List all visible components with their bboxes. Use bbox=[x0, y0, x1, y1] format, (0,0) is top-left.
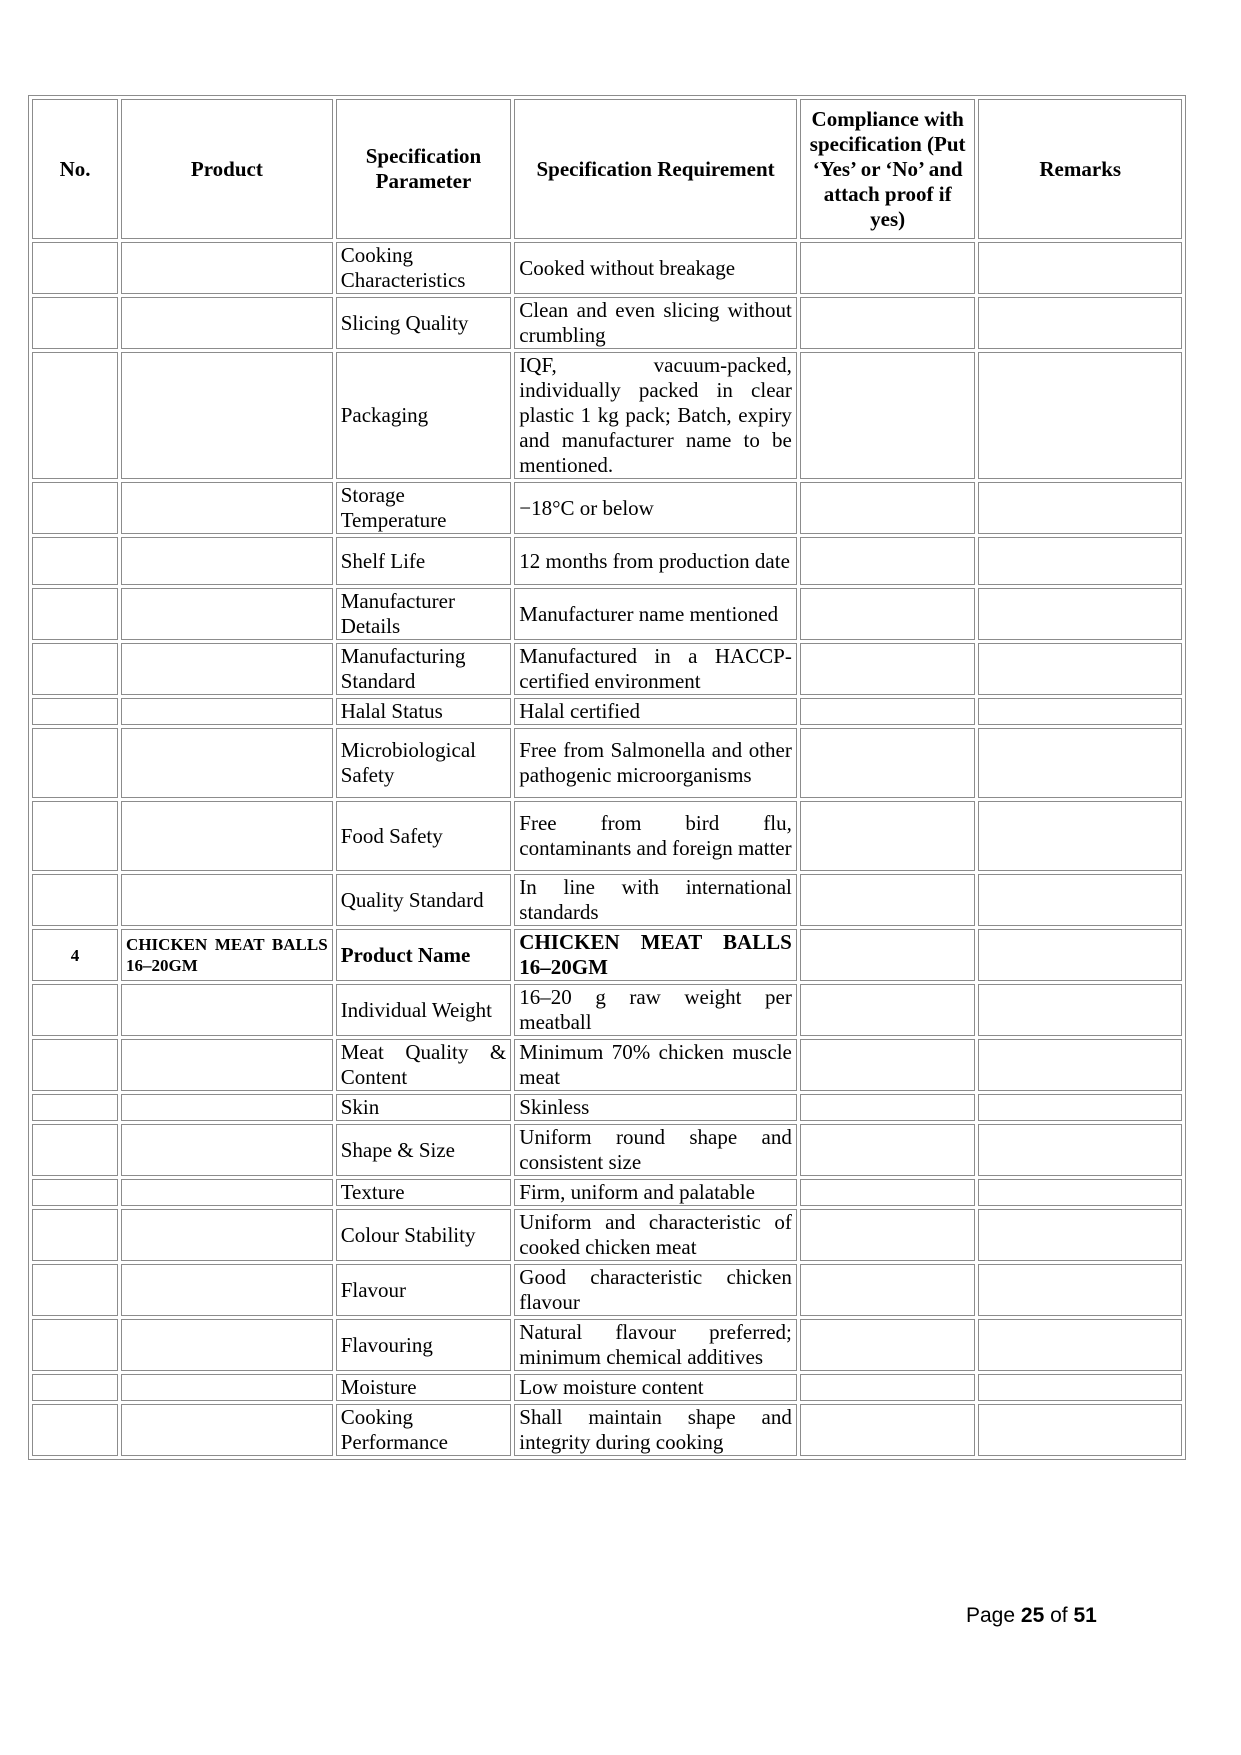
remarks-cell[interactable] bbox=[978, 1319, 1182, 1371]
row-requirement: CHICKEN MEAT BALLS 16–20GM bbox=[514, 929, 797, 981]
remarks-cell[interactable] bbox=[978, 482, 1182, 534]
row-product bbox=[121, 242, 333, 294]
row-requirement: Uniform and characteristic of cooked chicken meat bbox=[514, 1209, 797, 1261]
remarks-cell[interactable] bbox=[978, 1374, 1182, 1401]
row-product bbox=[121, 297, 333, 349]
compliance-cell[interactable] bbox=[800, 1179, 976, 1206]
compliance-cell[interactable] bbox=[800, 801, 976, 871]
row-requirement: In line with international standards bbox=[514, 874, 797, 926]
table-row bbox=[32, 1374, 1182, 1401]
row-no bbox=[32, 1124, 118, 1176]
remarks-cell[interactable] bbox=[978, 1264, 1182, 1316]
compliance-cell[interactable] bbox=[800, 297, 976, 349]
row-parameter: Skin bbox=[336, 1094, 512, 1121]
remarks-cell[interactable] bbox=[978, 643, 1182, 695]
row-product bbox=[121, 1264, 333, 1316]
row-parameter: Individual Weight bbox=[336, 984, 512, 1036]
remarks-cell[interactable] bbox=[978, 297, 1182, 349]
row-no bbox=[32, 1209, 118, 1261]
row-no bbox=[32, 588, 118, 640]
remarks-cell[interactable] bbox=[978, 984, 1182, 1036]
header-remarks: Remarks bbox=[978, 99, 1182, 239]
row-parameter: Flavouring bbox=[336, 1319, 512, 1371]
table-row bbox=[32, 1179, 1182, 1206]
table-row bbox=[32, 984, 1182, 1036]
page-label: Page bbox=[966, 1604, 1016, 1627]
compliance-cell[interactable] bbox=[800, 352, 976, 479]
row-parameter: Storage Temperature bbox=[336, 482, 512, 534]
row-no bbox=[32, 242, 118, 294]
row-requirement: Skinless bbox=[514, 1094, 797, 1121]
row-requirement: Halal certified bbox=[514, 698, 797, 725]
row-no bbox=[32, 352, 118, 479]
row-product bbox=[121, 1374, 333, 1401]
row-no bbox=[32, 728, 118, 798]
table-row bbox=[32, 242, 1182, 294]
row-no bbox=[32, 537, 118, 585]
header-compliance: Compliance with specification (Put ‘Yes’ or ‘No’ and attach proof if yes) bbox=[800, 99, 976, 239]
remarks-cell[interactable] bbox=[978, 1404, 1182, 1456]
row-no: 4 bbox=[32, 929, 118, 981]
table-row bbox=[32, 728, 1182, 798]
compliance-cell[interactable] bbox=[800, 588, 976, 640]
row-product bbox=[121, 698, 333, 725]
compliance-cell[interactable] bbox=[800, 1039, 976, 1091]
row-product bbox=[121, 984, 333, 1036]
row-parameter: Slicing Quality bbox=[336, 297, 512, 349]
table-row bbox=[32, 537, 1182, 585]
row-no bbox=[32, 297, 118, 349]
remarks-cell[interactable] bbox=[978, 588, 1182, 640]
compliance-cell[interactable] bbox=[800, 1094, 976, 1121]
remarks-cell[interactable] bbox=[978, 1039, 1182, 1091]
table-row bbox=[32, 1404, 1182, 1456]
header-requirement: Specification Requirement bbox=[514, 99, 797, 239]
remarks-cell[interactable] bbox=[978, 801, 1182, 871]
row-product bbox=[121, 728, 333, 798]
row-product bbox=[121, 1039, 333, 1091]
row-parameter: Meat Quality & Content bbox=[336, 1039, 512, 1091]
remarks-cell[interactable] bbox=[978, 728, 1182, 798]
row-product bbox=[121, 1094, 333, 1121]
row-requirement: Minimum 70% chicken muscle meat bbox=[514, 1039, 797, 1091]
row-no bbox=[32, 1319, 118, 1371]
compliance-cell[interactable] bbox=[800, 1319, 976, 1371]
table-header-row bbox=[32, 99, 1182, 239]
row-requirement: Free from Salmonella and other pathogenic microorganisms bbox=[514, 728, 797, 798]
row-no bbox=[32, 698, 118, 725]
header-product: Product bbox=[121, 99, 333, 239]
row-parameter: Manufacturer Details bbox=[336, 588, 512, 640]
page-number bbox=[966, 1604, 1097, 1628]
compliance-cell[interactable] bbox=[800, 1264, 976, 1316]
table-row bbox=[32, 1124, 1182, 1176]
table-row bbox=[32, 1094, 1182, 1121]
table-row bbox=[32, 1039, 1182, 1091]
row-no bbox=[32, 1374, 118, 1401]
specification-document bbox=[28, 95, 1186, 1460]
table-row bbox=[32, 874, 1182, 926]
remarks-cell[interactable] bbox=[978, 537, 1182, 585]
table-row bbox=[32, 588, 1182, 640]
row-no bbox=[32, 643, 118, 695]
row-requirement: IQF, vacuum-packed, individually packed in clear plastic 1 kg pack; Batch, expiry and manufacturer name to be mentioned. bbox=[514, 352, 797, 479]
remarks-cell[interactable] bbox=[978, 1124, 1182, 1176]
table-row bbox=[32, 1264, 1182, 1316]
row-requirement: Shall maintain shape and integrity during cooking bbox=[514, 1404, 797, 1456]
table-row bbox=[32, 643, 1182, 695]
remarks-cell[interactable] bbox=[978, 1094, 1182, 1121]
row-product: CHICKEN MEAT BALLS 16–20GM bbox=[121, 929, 333, 981]
compliance-cell[interactable] bbox=[800, 984, 976, 1036]
row-no bbox=[32, 984, 118, 1036]
row-no bbox=[32, 1404, 118, 1456]
row-parameter: Cooking Performance bbox=[336, 1404, 512, 1456]
row-no bbox=[32, 1179, 118, 1206]
compliance-cell[interactable] bbox=[800, 1404, 976, 1456]
row-parameter: Flavour bbox=[336, 1264, 512, 1316]
row-no bbox=[32, 1094, 118, 1121]
table-row bbox=[32, 482, 1182, 534]
row-parameter: Packaging bbox=[336, 352, 512, 479]
table-row bbox=[32, 1319, 1182, 1371]
remarks-cell[interactable] bbox=[978, 874, 1182, 926]
row-requirement: Cooked without breakage bbox=[514, 242, 797, 294]
row-parameter: Moisture bbox=[336, 1374, 512, 1401]
row-product bbox=[121, 1124, 333, 1176]
compliance-cell[interactable] bbox=[800, 728, 976, 798]
row-product bbox=[121, 1179, 333, 1206]
remarks-cell[interactable] bbox=[978, 352, 1182, 479]
row-product bbox=[121, 1319, 333, 1371]
row-no bbox=[32, 1264, 118, 1316]
compliance-cell[interactable] bbox=[800, 698, 976, 725]
table-row bbox=[32, 698, 1182, 725]
row-requirement: Firm, uniform and palatable bbox=[514, 1179, 797, 1206]
row-parameter: Halal Status bbox=[336, 698, 512, 725]
row-product bbox=[121, 801, 333, 871]
table-row bbox=[32, 929, 1182, 981]
row-parameter: Shape & Size bbox=[336, 1124, 512, 1176]
page-total: 51 bbox=[1073, 1604, 1097, 1627]
row-requirement: 16–20 g raw weight per meatball bbox=[514, 984, 797, 1036]
compliance-cell[interactable] bbox=[800, 1124, 976, 1176]
row-parameter: Quality Standard bbox=[336, 874, 512, 926]
compliance-cell[interactable] bbox=[800, 929, 976, 981]
row-requirement: 12 months from production date bbox=[514, 537, 797, 585]
row-product bbox=[121, 352, 333, 479]
row-product bbox=[121, 643, 333, 695]
remarks-cell[interactable] bbox=[978, 929, 1182, 981]
row-no bbox=[32, 1039, 118, 1091]
table-row bbox=[32, 1209, 1182, 1261]
remarks-cell[interactable] bbox=[978, 1179, 1182, 1206]
row-no bbox=[32, 874, 118, 926]
compliance-cell[interactable] bbox=[800, 643, 976, 695]
row-no bbox=[32, 482, 118, 534]
compliance-cell[interactable] bbox=[800, 1374, 976, 1401]
row-requirement: Low moisture content bbox=[514, 1374, 797, 1401]
row-product bbox=[121, 482, 333, 534]
row-requirement: Good characteristic chicken flavour bbox=[514, 1264, 797, 1316]
table-row bbox=[32, 297, 1182, 349]
page-of-label: of bbox=[1050, 1604, 1068, 1627]
compliance-cell[interactable] bbox=[800, 1209, 976, 1261]
row-parameter: Manufacturing Standard bbox=[336, 643, 512, 695]
remarks-cell[interactable] bbox=[978, 698, 1182, 725]
header-parameter: Specification Parameter bbox=[336, 99, 512, 239]
row-product bbox=[121, 1404, 333, 1456]
header-no: No. bbox=[32, 99, 118, 239]
row-parameter: Shelf Life bbox=[336, 537, 512, 585]
row-parameter: Microbiological Safety bbox=[336, 728, 512, 798]
row-requirement: Free from bird flu, contaminants and foreign matter bbox=[514, 801, 797, 871]
row-requirement: Uniform round shape and consistent size bbox=[514, 1124, 797, 1176]
row-requirement: Manufactured in a HACCP-certified environment bbox=[514, 643, 797, 695]
row-parameter: Product Name bbox=[336, 929, 512, 981]
page-current: 25 bbox=[1020, 1604, 1045, 1627]
compliance-cell[interactable] bbox=[800, 537, 976, 585]
row-product bbox=[121, 588, 333, 640]
row-product bbox=[121, 874, 333, 926]
row-requirement: −18°C or below bbox=[514, 482, 797, 534]
row-product bbox=[121, 537, 333, 585]
row-parameter: Food Safety bbox=[336, 801, 512, 871]
table-row bbox=[32, 801, 1182, 871]
remarks-cell[interactable] bbox=[978, 1209, 1182, 1261]
table-row bbox=[32, 352, 1182, 479]
row-requirement: Clean and even slicing without crumbling bbox=[514, 297, 797, 349]
row-requirement: Manufacturer name mentioned bbox=[514, 588, 797, 640]
row-parameter: Colour Stability bbox=[336, 1209, 512, 1261]
row-product bbox=[121, 1209, 333, 1261]
row-parameter: Texture bbox=[336, 1179, 512, 1206]
row-parameter: Cooking Characteristics bbox=[336, 242, 512, 294]
row-no bbox=[32, 801, 118, 871]
compliance-cell[interactable] bbox=[800, 874, 976, 926]
compliance-cell[interactable] bbox=[800, 482, 976, 534]
row-requirement: Natural flavour preferred; minimum chemical additives bbox=[514, 1319, 797, 1371]
specification-table bbox=[28, 95, 1186, 1460]
remarks-cell[interactable] bbox=[978, 242, 1182, 294]
compliance-cell[interactable] bbox=[800, 242, 976, 294]
